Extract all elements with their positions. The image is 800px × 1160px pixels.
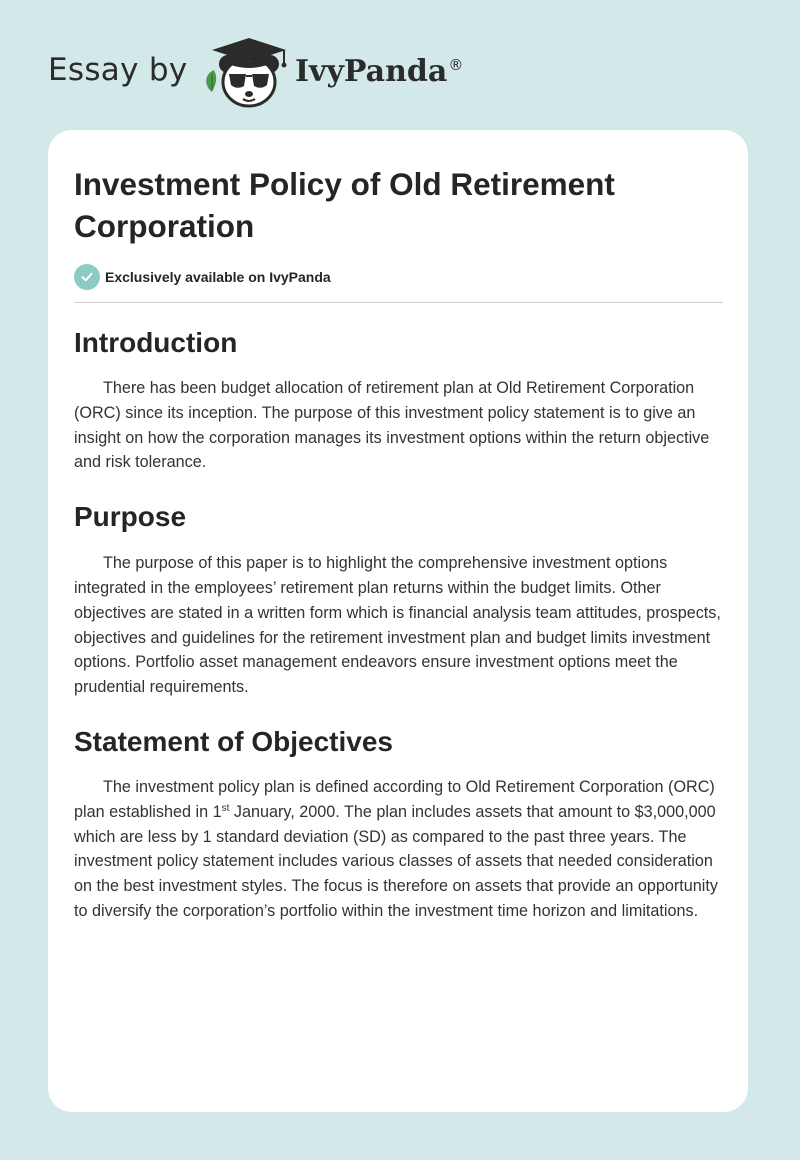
panda-logo-icon[interactable] <box>200 34 296 110</box>
brand-prefix: Essay by <box>48 52 188 88</box>
section-paragraph: There has been budget allocation of retirement plan at Old Retirement Corporation (ORC) since its inception. The purpose of this investment policy statement is to give an insight on how the corporation manages its investment options within the return objective and risk tolerance. <box>74 379 710 472</box>
ordinal-suffix: st <box>221 802 230 814</box>
brand-name[interactable]: IvyPanda® <box>295 54 464 89</box>
essay-title: Investment Policy of Old Retirement Corporation <box>74 166 615 244</box>
section-paragraph: The investment policy plan is defined according to Old Retirement Corporation (ORC) plan established in 1st January, 2000. The plan includes assets that amount to $3,000,000 which are less by 1 standard deviation (SD) as compared to the past three years. The investment policy statement includes various classes of assets that needed consideration on the best investment styles. The focus is therefore on assets that provide an opportunity to diversify the corporation’s portfolio within the investment time horizon and limitations. <box>74 777 718 920</box>
section-introduction <box>74 323 724 475</box>
section-heading: Introduction <box>74 327 238 358</box>
section-heading: Statement of Objectives <box>74 725 393 757</box>
badge-label: Exclusively available on IvyPanda <box>105 269 331 285</box>
site-header <box>0 0 800 130</box>
registered-mark: ® <box>448 56 464 74</box>
section-heading: Purpose <box>74 501 187 533</box>
essay-card <box>48 130 748 1112</box>
divider <box>74 302 723 303</box>
checkmark-icon <box>74 264 100 290</box>
section-statement-of-objectives <box>74 722 724 924</box>
section-paragraph: The purpose of this paper is to highlight the comprehensive investment options integrated in the employees’ retirement plan returns within the budget limits. Other objectives are stated in a written form which is financial analysis team attitudes, prospects, objectives and guidelines for the retirement investment plan and budget limits investment options. Portfolio asset management endeavors ensure investment options meet the prudential requirements. <box>74 554 721 697</box>
exclusive-badge <box>74 264 331 290</box>
section-purpose <box>74 497 724 700</box>
essay-body <box>74 323 724 924</box>
